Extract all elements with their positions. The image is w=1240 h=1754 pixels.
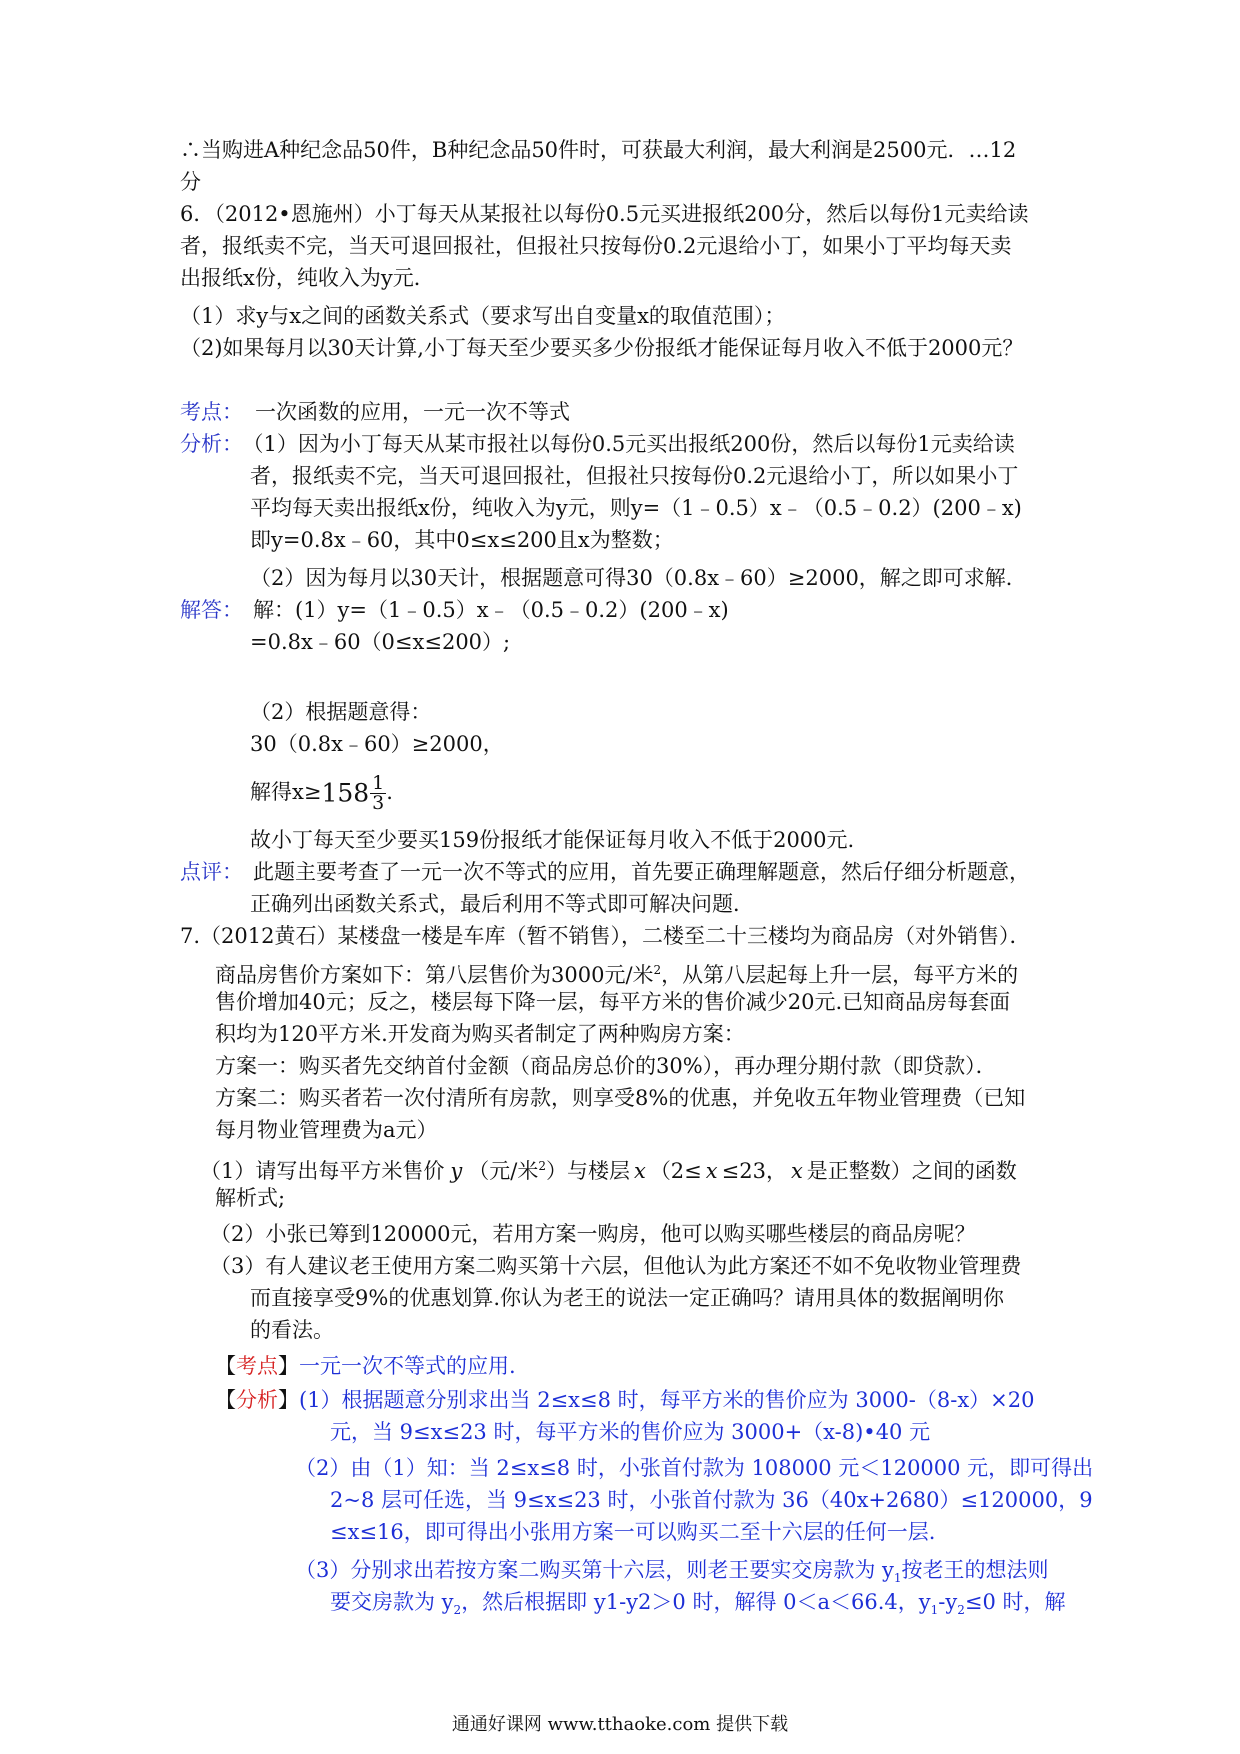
kaodian-label: 考点	[236, 1354, 278, 1378]
kaodian-label: 考点：	[180, 400, 243, 424]
fraction-numerator: 1	[372, 772, 385, 794]
analysis-line: （2）由（1）知：当 2≤x≤8 时，小张首付款为 108000 元＜120000 元，即可得出	[295, 1456, 1094, 1480]
kaodian-text: 一元一次不等式的应用.	[299, 1354, 516, 1378]
text-line: 方案一：购买者先交纳首付金额（商品房总价的30%），再办理分期付款（即贷款）．	[215, 1054, 997, 1078]
fenxi-text: （1）因为小丁每天从某市报社以每份0.5元买出报纸200份，然后以每份1元卖给读	[253, 432, 1015, 456]
mixed-number-integer: 158	[321, 778, 370, 808]
fenxi-label: 分析	[236, 1388, 278, 1412]
jieda-label: 解答：	[180, 598, 243, 622]
sub-question: （2)如果每月以30天计算,小丁每天至少要买多少份报纸才能保证每月收入不低于2000元？	[180, 336, 1024, 360]
kaodian-text: 一次函数的应用，一元一次不等式	[255, 400, 570, 424]
kaodian-bracket-row	[215, 1352, 516, 1380]
text-line: 解析式;	[215, 1186, 286, 1210]
dianping-label: 点评：	[180, 860, 243, 884]
text-line: 每月物业管理费为a元）	[215, 1118, 438, 1142]
text-line: ∴当购进A种纪念品50件，B种纪念品50件时，可获最大利润，最大利润是2500元．…12	[180, 138, 1017, 162]
text-fragment: ≤23，	[721, 1159, 787, 1183]
analysis-line: ≤x≤16，即可得出小张用方案一可以购买二至十六层的任何一层.	[330, 1520, 936, 1544]
variable: x	[633, 1159, 646, 1183]
text-fragment: 要交房款为 y	[330, 1590, 454, 1614]
text-fragment: （2≤	[649, 1159, 702, 1183]
bracket: 【	[215, 1388, 236, 1412]
fenxi-bracket-row	[215, 1386, 1035, 1414]
text-fragment: （3）分别求出若按方案二购买第十六层，则老王要实交房款为 y	[295, 1558, 894, 1582]
text-line: 而直接享受9%的优惠划算.你认为老王的说法一定正确吗？请用具体的数据阐明你	[250, 1286, 1004, 1310]
fraction	[370, 774, 386, 813]
superscript: 2	[538, 1159, 546, 1173]
text-line: 30（0.8x﹣60）≥2000，	[250, 732, 504, 756]
subscript: 1	[893, 1571, 902, 1586]
text-line: 的看法。	[250, 1318, 334, 1342]
text-fragment: 解得x≥	[250, 780, 322, 804]
analysis-line: 元，当 9≤x≤23 时，每平方米的售价应为 3000+（x-8)•40 元	[330, 1420, 931, 1444]
fenxi-row	[180, 430, 1015, 458]
jieda-row	[180, 596, 729, 624]
text-line: 出报纸x份，纯收入为y元．	[180, 266, 435, 290]
subscript: 1	[930, 1603, 939, 1618]
fenxi-label: 分析：	[180, 432, 243, 456]
text-fragment: ）与楼层	[545, 1159, 630, 1183]
sub-question: （1）求y与x之间的函数关系式（要求写出自变量x的取值范围）；	[180, 304, 786, 328]
question-7-heading: 7.（2012黄石）某楼盘一楼是车库（暂不销售），二楼至二十三楼均为商品房（对外销售）．	[180, 924, 1031, 948]
question-6-heading: 6．（2012•恩施州）小丁每天从某报社以每份0.5元买进报纸200分，然后以每份1元卖给读	[180, 202, 1029, 226]
text-fragment: .	[386, 780, 393, 804]
variable: x	[790, 1159, 803, 1183]
text-fragment: （元/米	[468, 1159, 539, 1183]
sub-question: （3）有人建议老王使用方案二购买第十六层，但他认为此方案还不如不免收物业管理费	[210, 1254, 1022, 1278]
text-line: =0.8x﹣60（0≤x≤200）;	[250, 630, 511, 654]
text-fragment: ，然后根据即 y1-y2＞0 时，解得 0＜a＜66.4，y	[461, 1590, 931, 1614]
text-line: 分	[180, 170, 201, 194]
analysis-line	[295, 1556, 1049, 1592]
solution-inequality	[250, 774, 393, 813]
sub-question	[200, 1152, 1017, 1185]
text-line: （2）因为每月以30天计，根据题意可得30（0.8x﹣60）≥2000，解之即可求解．	[250, 566, 1027, 590]
fenxi-text: (1）根据题意分别求出当 2≤x≤8 时，每平方米的售价应为 3000-（8-x）×20	[299, 1388, 1035, 1412]
superscript: 2	[653, 963, 662, 977]
dianping-row	[180, 858, 1030, 886]
bracket: 】	[278, 1388, 299, 1412]
text-line: 即y=0.8x﹣60，其中0≤x≤200且x为整数；	[250, 528, 674, 552]
text-fragment: 按老王的想法则	[901, 1558, 1049, 1582]
text-line: 积均为120平方米.开发商为购买者制定了两种购房方案：	[215, 1022, 745, 1046]
text-fragment: ，从第八层起每上升一层，每平方米的	[661, 963, 1019, 987]
subscript: 2	[453, 1603, 462, 1618]
text-line: 售价增加40元；反之，楼层每下降一层，每平方米的售价减少20元.已知商品房每套面	[215, 990, 1011, 1014]
text-fragment: -y	[938, 1590, 958, 1614]
jieda-text: 解：(1）y=（1﹣0.5）x﹣（0.5﹣0.2）(200﹣x)	[253, 598, 729, 622]
text-line: 平均每天卖出报纸x份，纯收入为y元，则y=（1﹣0.5）x﹣（0.5﹣0.2）(200﹣x)	[250, 496, 1022, 520]
text-fragment: （1）请写出每平方米售价	[200, 1159, 445, 1183]
text-fragment: 是正整数）之间的函数	[806, 1159, 1017, 1183]
variable: y	[450, 1159, 463, 1183]
text-line: （2）根据题意得：	[250, 700, 432, 724]
text-fragment: ≤0 时，解	[964, 1590, 1066, 1614]
bracket: 】	[278, 1354, 299, 1378]
text-line	[215, 956, 1018, 989]
variable: x	[705, 1159, 718, 1183]
text-line: 故小丁每天至少要买159份报纸才能保证每月收入不低于2000元.	[250, 828, 855, 852]
text-line: 者，报纸卖不完，当天可退回报社，但报社只按每份0.2元退给小丁，如果小丁平均每天卖	[180, 234, 1012, 258]
analysis-line: 2~8 层可任选，当 9≤x≤23 时，小张首付款为 36（40x+2680）≤120000，9	[330, 1488, 1093, 1512]
text-line: 方案二：购买者若一次付清所有房款，则享受8%的优惠，并免收五年物业管理费（已知	[215, 1086, 1026, 1110]
bracket: 【	[215, 1354, 236, 1378]
text-line: 正确列出函数关系式，最后利用不等式即可解决问题．	[250, 892, 754, 916]
fraction-denominator: 3	[372, 792, 385, 814]
text-line: 者，报纸卖不完，当天可退回报社，但报社只按每份0.2元退给小丁，所以如果小丁	[250, 464, 1019, 488]
dianping-text: 此题主要考查了一元一次不等式的应用，首先要正确理解题意，然后仔细分析题意，	[253, 860, 1030, 884]
sub-question: （2）小张已筹到120000元，若用方案一购房，他可以购买哪些楼层的商品房呢？	[210, 1222, 976, 1246]
kaodian-row	[180, 398, 570, 426]
analysis-line	[330, 1588, 1066, 1624]
text-fragment: 商品房售价方案如下：第八层售价为3000元/米	[215, 963, 654, 987]
page-footer: 通通好课网 www.tthaoke.com 提供下载	[451, 1714, 789, 1735]
subscript: 2	[957, 1603, 965, 1618]
